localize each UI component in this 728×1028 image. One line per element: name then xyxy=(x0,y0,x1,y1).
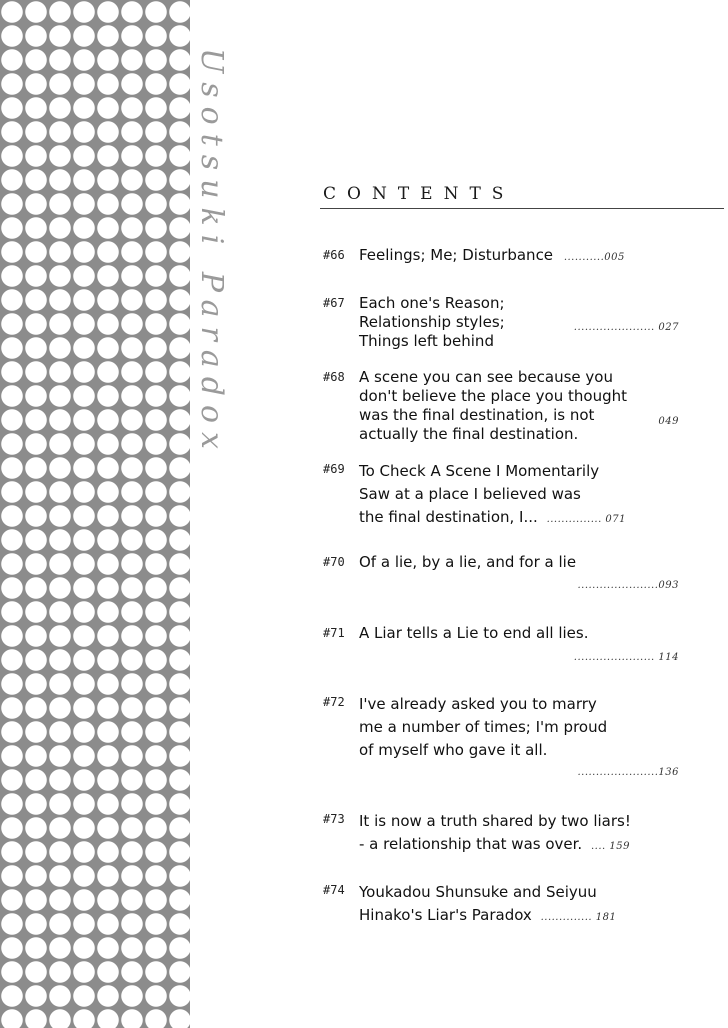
chapter-title-line: It is now a truth shared by two liars! xyxy=(359,812,631,830)
chapter-title-line: was the final destination, is not xyxy=(359,406,595,424)
chapter-title-line: Feelings; Me; Disturbance xyxy=(359,246,554,264)
chapter-title-line: me a number of times; I'm proud xyxy=(359,718,608,736)
chapter-number: #74 xyxy=(323,883,345,897)
chapter-title-line: A scene you can see because you xyxy=(359,368,613,386)
toc-entry-71 xyxy=(323,624,683,668)
chapter-title-line: actually the final destination. xyxy=(359,425,579,443)
page-leader: .............. 181 xyxy=(540,912,617,923)
chapter-title-line: To Check A Scene I Momentarily xyxy=(359,462,600,480)
page-leader: 049 xyxy=(658,416,679,427)
chapter-title-line: of myself who gave it all. xyxy=(359,741,548,759)
chapter-title-line: Saw at a place I believed was xyxy=(359,485,581,503)
page-leader: ...................... 027 xyxy=(573,322,679,333)
chapter-title-line: - a relationship that was over. xyxy=(359,835,583,853)
chapter-title-line: Relationship styles; xyxy=(359,313,505,331)
chapter-number: #70 xyxy=(323,555,345,569)
page-leader: ......................136 xyxy=(577,767,679,778)
toc-entry-69 xyxy=(323,460,683,530)
page-leader: ............... 071 xyxy=(546,514,627,525)
chapter-number: #68 xyxy=(323,370,345,384)
page-leader: ...................... 114 xyxy=(573,652,679,663)
chapter-title-line: Hinako's Liar's Paradox xyxy=(359,906,532,924)
chapter-number: #73 xyxy=(323,812,345,826)
toc-entry-70 xyxy=(323,553,683,597)
chapter-title-line: I've already asked you to marry xyxy=(359,695,597,713)
chapter-title-line: Of a lie, by a lie, and for a lie xyxy=(359,553,577,571)
chapter-number: #72 xyxy=(323,695,345,709)
contents-heading: CONTENTS xyxy=(323,184,515,204)
page-leader: .... 159 xyxy=(590,841,630,852)
chapter-title-line: Things left behind xyxy=(359,332,494,350)
chapter-title-line: the final destination, I... xyxy=(359,508,538,526)
contents-divider xyxy=(320,208,724,209)
chapter-number: #66 xyxy=(323,248,345,262)
chapter-title-line: don't believe the place you thought xyxy=(359,387,627,405)
chapter-number: #67 xyxy=(323,296,345,310)
toc-entry-72 xyxy=(323,693,683,783)
decorative-pattern-strip xyxy=(0,0,190,1028)
chapter-number: #71 xyxy=(323,626,345,640)
toc-entry-68 xyxy=(323,368,683,448)
chapter-number: #69 xyxy=(323,462,345,476)
chapter-title-line: Each one's Reason; xyxy=(359,294,505,312)
chapter-title-line: Youkadou Shunsuke and Seiyuu xyxy=(359,883,597,901)
toc-entry-67 xyxy=(323,294,683,354)
toc-entry-73 xyxy=(323,810,683,858)
chapter-title-line: A Liar tells a Lie to end all lies. xyxy=(359,624,589,642)
vertical-book-title: Usotsuki Paradox xyxy=(194,48,229,458)
toc-entry-74 xyxy=(323,881,683,929)
page-leader: ......................093 xyxy=(577,580,679,591)
page-leader: ...........005 xyxy=(563,252,625,263)
